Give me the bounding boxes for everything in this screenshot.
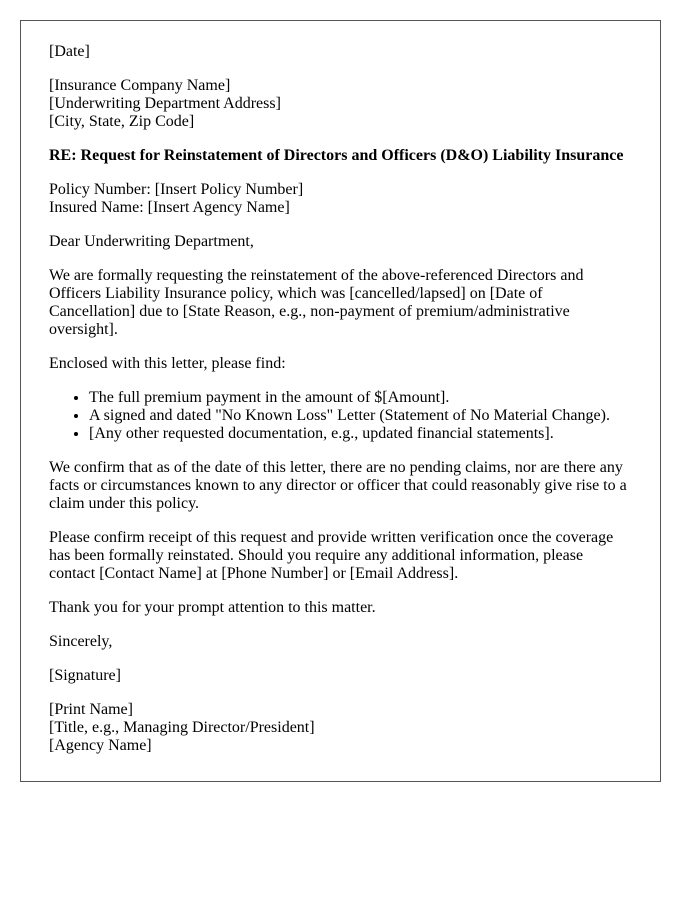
policy-info (49, 181, 632, 217)
closing: Sincerely, (49, 633, 113, 650)
thanks-paragraph: Thank you for your prompt attention to this matter. (49, 599, 376, 616)
policy-number: Policy Number: [Insert Policy Number] (49, 181, 304, 198)
signer-name: [Print Name] (49, 701, 133, 718)
recipient-street: [Underwriting Department Address] (49, 95, 281, 112)
recipient-city: [City, State, Zip Code] (49, 113, 195, 130)
signer-block (49, 701, 632, 755)
enclosed-intro: Enclosed with this letter, please find: (49, 355, 286, 372)
signer-title: [Title, e.g., Managing Director/President] (49, 719, 315, 736)
recipient-address (49, 77, 632, 131)
letter (20, 20, 661, 782)
subject-line: RE: Request for Reinstatement of Directors and Officers (D&O) Liability Insurance (49, 147, 624, 164)
insured-name: Insured Name: [Insert Agency Name] (49, 199, 290, 216)
recipient-company: [Insurance Company Name] (49, 77, 231, 94)
list-item: • The full premium payment in the amount of $[Amount]. (89, 389, 632, 407)
receipt-paragraph: Please confirm receipt of this request and provide written verification once the coverage has been formally reinstated. Should you require any additional information, please contact [Contact Name] at [Phone Number] or [Email Address]. (49, 529, 614, 582)
confirm-paragraph: We confirm that as of the date of this letter, there are no pending claims, nor are there any facts or circumstances known to any director or officer that could reasonably give rise to a claim under this policy. (49, 459, 627, 512)
request-paragraph: We are formally requesting the reinstatement of the above-referenced Directors and Officers Liability Insurance policy, which was [cancelled/lapsed] on [Date of Cancellation] due to [State Reason, e.g., non-payment of premium/administrative oversight]. (49, 267, 584, 338)
enclosure-list (49, 389, 632, 443)
salutation: Dear Underwriting Department, (49, 233, 254, 250)
list-item: • [Any other requested documentation, e.g., updated financial statements]. (89, 425, 632, 443)
date: [Date] (49, 43, 90, 60)
signer-agency: [Agency Name] (49, 737, 152, 754)
signature: [Signature] (49, 667, 121, 684)
list-item: • A signed and dated "No Known Loss" Letter (Statement of No Material Change). (89, 407, 632, 425)
